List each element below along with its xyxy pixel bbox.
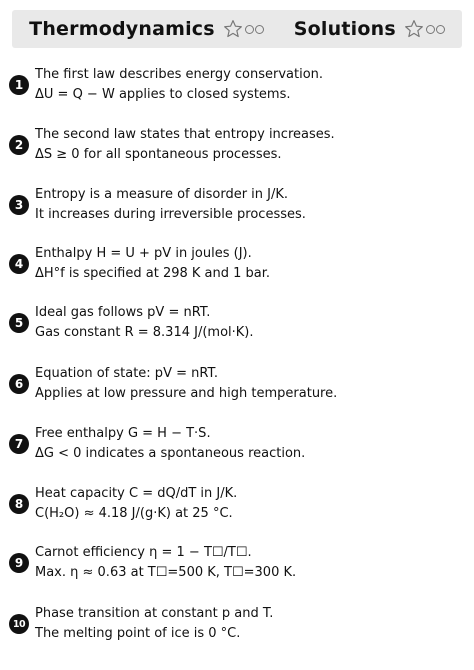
list-item xyxy=(9,545,464,591)
item-line-1: Ideal gas follows pV = nRT. xyxy=(35,305,211,320)
list-item xyxy=(9,67,464,113)
item-line-2: Gas constant R = 8.314 J/(mol·K). xyxy=(35,325,254,340)
item-line-1: Entropy is a measure of disorder in J/K. xyxy=(35,187,289,202)
item-line-2: C(H₂O) ≈ 4.18 J/(g·K) at 25 °C. xyxy=(35,506,233,521)
item-number-badge: 7 xyxy=(9,434,29,454)
list-item xyxy=(9,246,464,292)
item-line-1: Phase transition at constant p and T. xyxy=(35,606,274,621)
item-line-2: Max. η ≈ 0.63 at T☐=500 K, T☐=300 K. xyxy=(35,565,297,580)
item-number-badge: 8 xyxy=(9,494,29,514)
item-line-1: The first law describes energy conservation. xyxy=(35,67,324,82)
item-line-1: Enthalpy H = U + pV in joules (J). xyxy=(35,246,252,261)
list-item xyxy=(9,127,464,173)
header-title-right: Solutions xyxy=(293,18,396,40)
item-line-2: ΔS ≥ 0 for all spontaneous processes. xyxy=(35,147,282,162)
item-line-1: Equation of state: pV = nRT. xyxy=(35,366,218,381)
item-line-1: Heat capacity C = dQ/dT in J/K. xyxy=(35,486,238,501)
item-line-2: ΔG < 0 indicates a spontaneous reaction. xyxy=(35,446,306,461)
header-title-left: Thermodynamics xyxy=(29,18,215,40)
item-line-1: Carnot efficiency η = 1 − T☐/T☐. xyxy=(35,545,252,560)
list-item xyxy=(9,606,464,652)
item-number-badge: 4 xyxy=(9,254,29,274)
item-line-2: The melting point of ice is 0 °C. xyxy=(35,626,241,641)
item-number-badge: 6 xyxy=(9,374,29,394)
list-item xyxy=(9,187,464,233)
item-line-2: ΔU = Q − W applies to closed systems. xyxy=(35,87,291,102)
item-line-2: ΔH°f is specified at 298 K and 1 bar. xyxy=(35,266,271,281)
list-item xyxy=(9,366,464,412)
list-item xyxy=(9,305,464,351)
item-number-badge: 2 xyxy=(9,135,29,155)
item-number-badge: 5 xyxy=(9,313,29,333)
list-item xyxy=(9,426,464,472)
item-line-1: The second law states that entropy increases. xyxy=(35,127,335,142)
item-line-1: Free enthalpy G = H − T·S. xyxy=(35,426,211,441)
item-number-badge: 10 xyxy=(9,614,29,634)
item-number-badge: 3 xyxy=(9,195,29,215)
item-number-badge: 9 xyxy=(9,553,29,573)
list-item xyxy=(9,486,464,532)
item-number-badge: 1 xyxy=(9,75,29,95)
item-line-2: Applies at low pressure and high temperature. xyxy=(35,386,338,401)
item-line-2: It increases during irreversible processes. xyxy=(35,207,306,222)
